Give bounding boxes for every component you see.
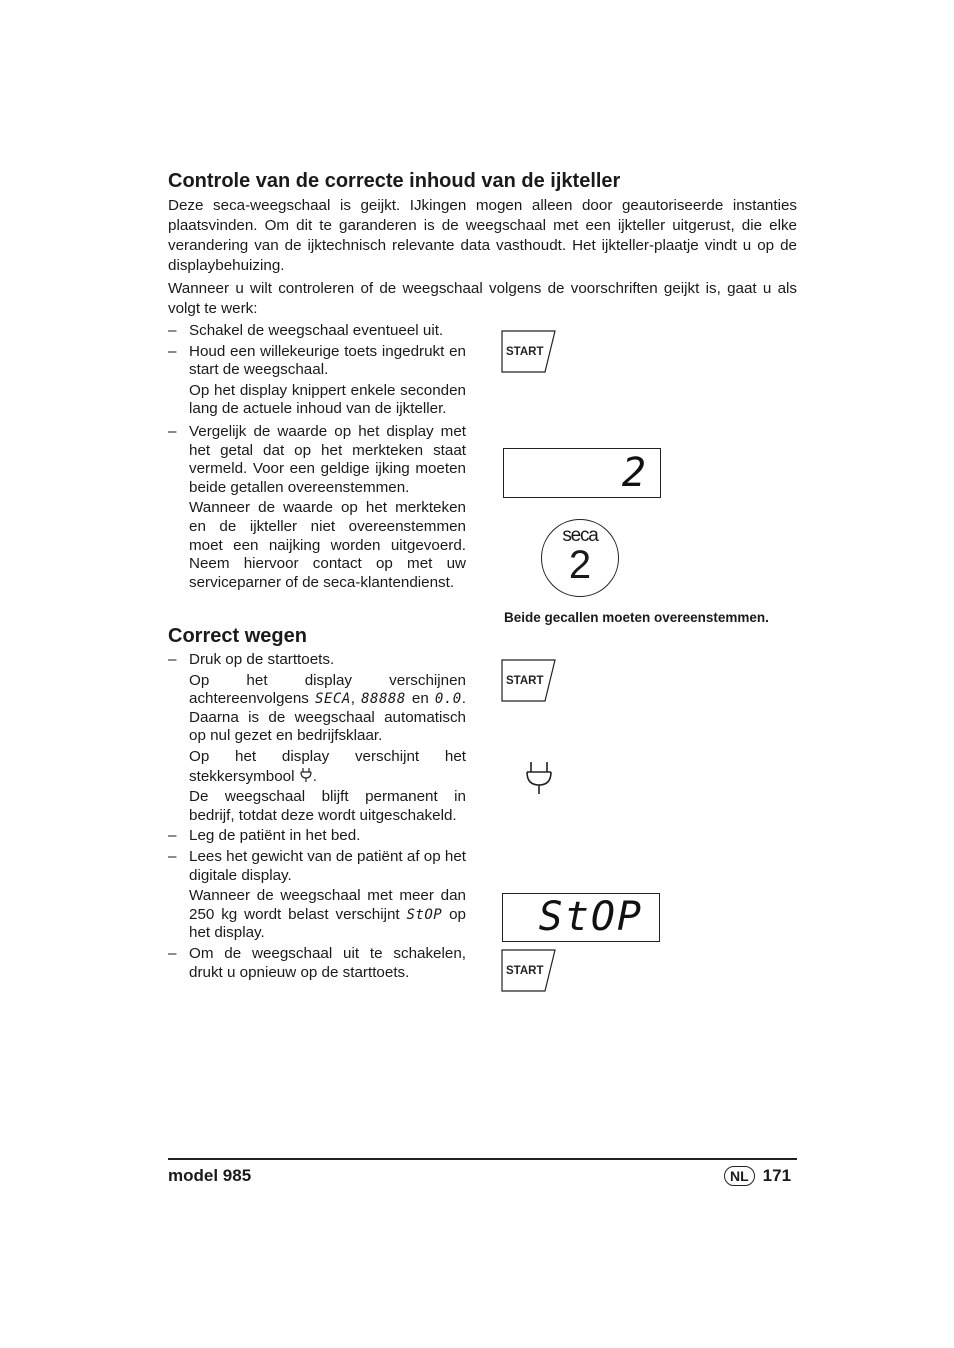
list-item: – Lees het gewicht van de patiënt af op het digitale display. [168, 847, 466, 884]
procedure-intro: Wanneer u wilt controleren of de weegschaal volgens de voorschriften geijkt is, gaat u als volgt te werk: [168, 280, 797, 317]
plug-icon [524, 760, 554, 801]
segment-text-seca: SECA [315, 691, 351, 708]
step-text: Druk op de starttoets. [189, 651, 335, 668]
segment-text-88888: 88888 [361, 691, 406, 708]
step-text: Lees het gewicht van de patiënt af op het digitale display. [189, 847, 466, 884]
seal-number: 2 [568, 543, 592, 587]
step-text: Leg de patiënt in het bed. [189, 827, 361, 845]
step-text: Vergelijk de waarde op het display met het getal dat op het merkteken staat vermeld. Voor een geldige ijking moeten beide getallen overeenstemmen. [189, 422, 466, 496]
list-item: – Leg de patiënt in het bed. [168, 827, 361, 845]
step-note: Op het display verschijnen achtereenvolgens SECA, 88888 en 0.0. Daarna is de weegschaal automatisch op nul gezet en bedrijfsklaar. [189, 671, 466, 745]
footer-model: model 985 [168, 1166, 252, 1185]
list-item: – Om de weegschaal uit te schakelen, drukt u opnieuw op de starttoets. [168, 944, 466, 981]
step-note: Op het display verschijnt het stekkersymbool . [189, 747, 466, 785]
section-title-calibration: Controle van de correcte inhoud van de ijkteller [168, 170, 621, 192]
step-note: Wanneer de waarde op het merkteken en de ijkteller niet overeenstemmen moet een naijking worden uitgevoerd. Neem hiervoor contact op met uw serviceparner of de seca-klantendienst. [189, 499, 466, 591]
footer-page-info [724, 1166, 791, 1186]
language-badge: NL [724, 1166, 755, 1186]
footer-divider [168, 1158, 797, 1160]
lcd-value: 2 [621, 450, 646, 496]
lcd-value: StOP [538, 894, 643, 940]
step-text: Schakel de weegschaal eventueel uit. [189, 322, 444, 339]
step-note: Op het display knippert enkele seconden lang de actuele inhoud van de ijkteller. [189, 381, 466, 418]
start-key-figure [501, 949, 555, 991]
step-note: Wanneer de weegschaal met meer dan 250 kg wordt belast verschijnt StOP op het display. [189, 887, 466, 942]
list-item: – Schakel de weegschaal eventueel uit. [168, 322, 444, 339]
start-label: START [506, 346, 544, 358]
lcd-display-stop [502, 893, 660, 942]
plug-icon [299, 767, 313, 783]
calibration-seal [541, 519, 619, 597]
step-text: Houd een willekeurige toets ingedrukt en start de weegschaal. [189, 342, 466, 379]
section-title-weighing: Correct wegen [168, 625, 307, 647]
start-key-figure [501, 330, 555, 372]
list-item: – Houd een willekeurige toets ingedrukt en start de weegschaal. [168, 342, 466, 379]
weighing-steps [168, 651, 466, 982]
page-number: 171 [762, 1166, 792, 1185]
start-key-figure [501, 659, 555, 701]
list-item: – Vergelijk de waarde op het display met het getal dat op het merkteken staat vermeld. Voor een geldige ijking moeten beide getallen overeenstemmen. [168, 422, 466, 496]
segment-text-zero: 0.0 [434, 691, 462, 708]
seal-brand: seca [562, 525, 598, 546]
figure-caption: Beide gecallen moeten overeenstemmen. [504, 610, 769, 625]
calibration-steps [168, 322, 466, 592]
step-note: De weegschaal blijft permanent in bedrijf, totdat deze wordt uitgeschakeld. [189, 788, 466, 824]
step-text: Om de weegschaal uit te schakelen, drukt u opnieuw op de starttoets. [189, 944, 466, 981]
segment-text-stop: StOP [406, 906, 443, 923]
lcd-display [503, 448, 661, 498]
start-label: START [506, 675, 544, 687]
intro-paragraph: Deze seca-weegschaal is geijkt. IJkingen mogen alleen door geautoriseerde instanties plaatsvinden. Om dit te garanderen is de weegschaal met een ijkteller uitgerust, die elke verandering van de ijktechnisch relevante data vasthoudt. Het ijkteller-plaatje vindt u op de displaybehuizing. [168, 197, 797, 274]
list-item: – Druk op de starttoets. [168, 651, 335, 668]
start-label: START [506, 965, 544, 977]
